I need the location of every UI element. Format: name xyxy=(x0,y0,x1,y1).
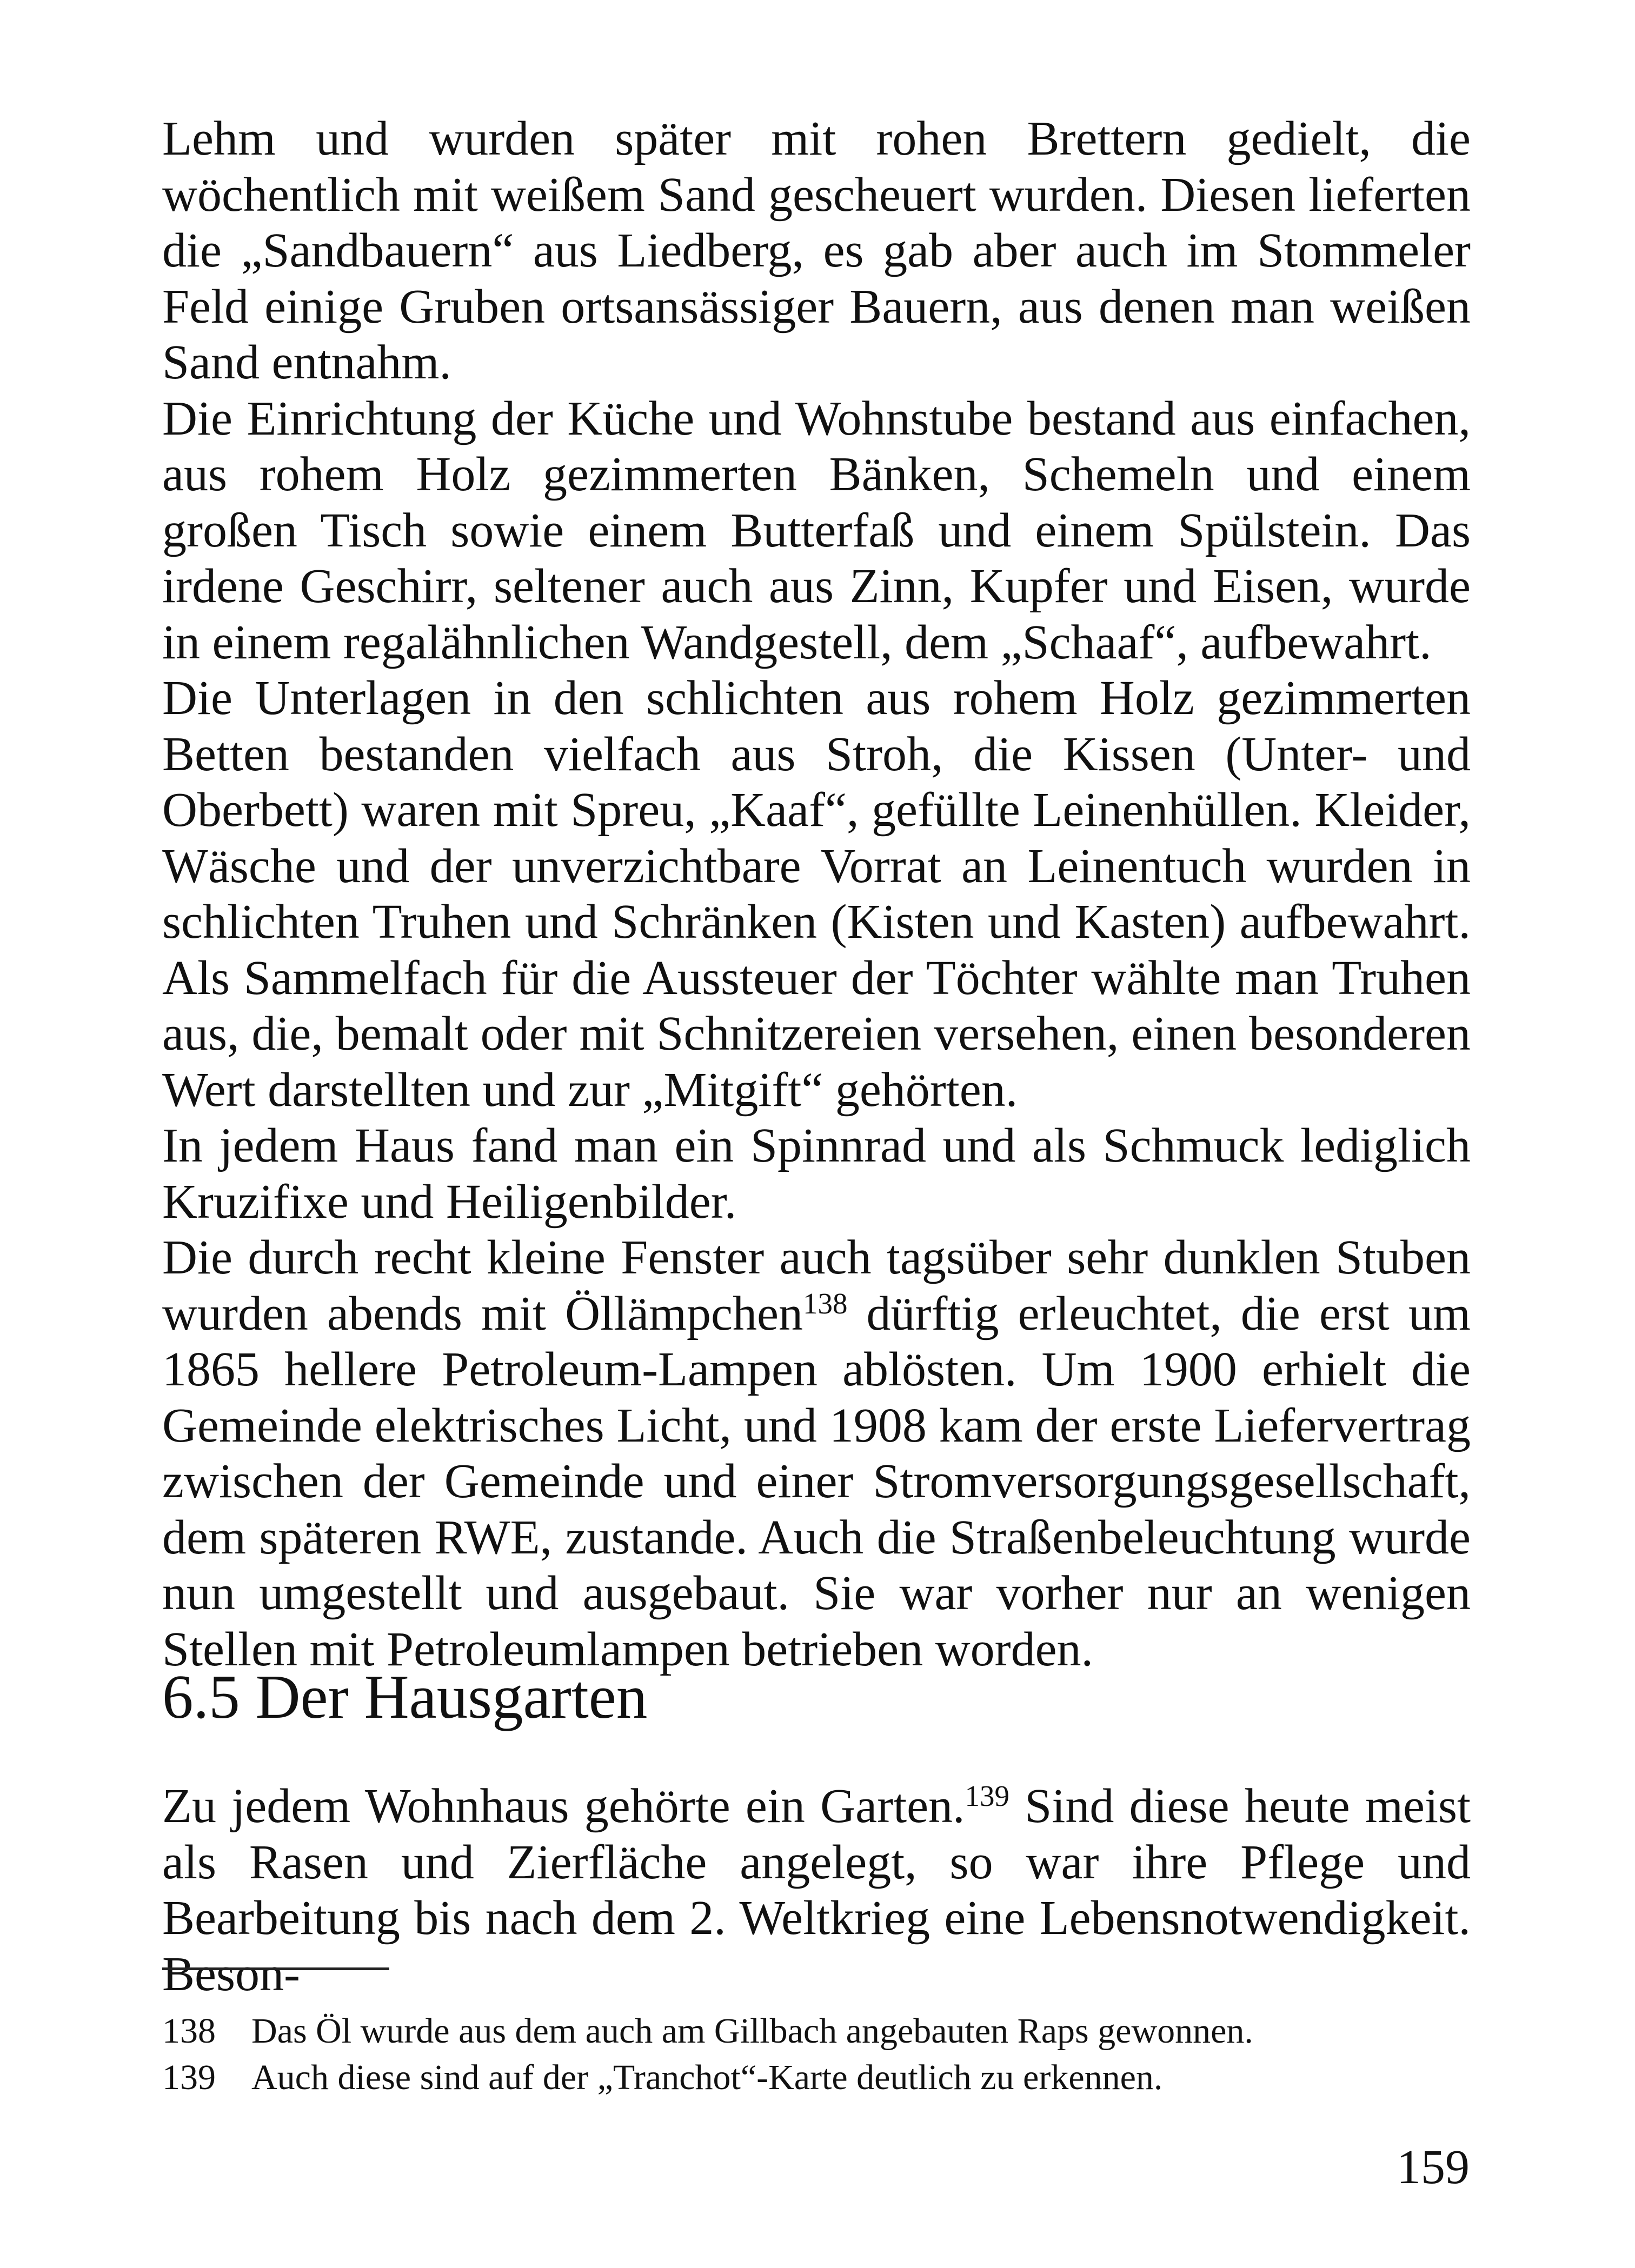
garden-text-end: Sind diese heute meist als Rasen und Zierfläche angelegt, so war ihre Pflege und Bearbeitung bis nach dem 2. Weltkrieg eine Lebensnotwendigkeit. Beson- xyxy=(162,1779,1471,2001)
footnote-divider xyxy=(162,1967,389,1970)
lighting-text-end: dürftig erleuchtet, die erst um 1865 hellere Petroleum-Lampen ablösten. Um 1900 erhielt die Gemeinde elektrisches Licht, und 1908 kam der erste Liefervertrag zwischen der Gemeinde und einer Stromversorgungsgesellschaft, dem späteren RWE, zustande. Auch die Straßenbeleuchtung wurde nun umgestellt und ausgebaut. Sie war vorher nur an wenigen Stellen mit Petroleumlampen betrieben worden. xyxy=(162,1286,1471,1676)
paragraph-beds: Die Unterlagen in den schlichten aus rohem Holz gezimmerten Betten bestanden vielfach aus Stroh, die Kissen (Unter- und Oberbett) waren mit Spreu, „Kaaf“, gefüllte Leinenhüllen. Kleider, Wäsche und der unverzichtbare Vorrat an Leinentuch wurden in schlichten Truhen und Schränken (Kisten und Kasten) aufbewahrt. Als Sammelfach für die Aussteuer der Töchter wählte man Truhen aus, die, bemalt oder mit Schnitzereien versehen, einen besonderen Wert darstellten und zur „Mitgift“ gehörten. xyxy=(162,671,1471,1117)
paragraph-lighting xyxy=(162,1230,1471,1677)
footnote-text: Auch diese sind auf der „Tranchot“-Karte deutlich zu erkennen. xyxy=(251,2058,1163,2097)
footnote-number: 139 xyxy=(162,2058,216,2097)
lighting-text-start: Die durch recht kleine Fenster auch tagsüber sehr dunklen Stuben wurden abends mit Öllämpchen xyxy=(162,1231,1471,1340)
footnote-number: 138 xyxy=(162,2011,216,2051)
footnote-text: Das Öl wurde aus dem auch am Gillbach angebauten Raps gewonnen. xyxy=(251,2011,1253,2051)
footnote-138 xyxy=(162,2008,1471,2054)
page-number: 159 xyxy=(1397,2140,1470,2194)
main-text-block xyxy=(162,111,1471,1677)
garden-text-start: Zu jedem Wohnhaus gehörte ein Garten. xyxy=(162,1779,965,1833)
footnote-reference-138: 138 xyxy=(802,1286,848,1320)
paragraph-kitchen-furniture: Die Einrichtung der Küche und Wohnstube bestand aus einfachen, aus rohem Holz gezimmerten Bänken, Schemeln und einem großen Tisch sowie einem Butterfaß und einem Spülstein. Das irdene Geschirr, seltener auch aus Zinn, Kupfer und Eisen, wurde in einem regalähnlichen Wandgestell, dem „Schaaf“, aufbewahrt. xyxy=(162,391,1471,669)
footnote-reference-139: 139 xyxy=(965,1779,1010,1812)
paragraph-floors: Lehm und wurden später mit rohen Brettern gedielt, die wöchentlich mit weißem Sand gescheuert wurden. Diesen lieferten die „Sandbauern“ aus Liedberg, es gab aber auch im Stommeler Feld einige Gruben ortsansässiger Bauern, aus denen man weißen Sand entnahm. xyxy=(162,112,1471,389)
footnote-139 xyxy=(162,2054,1471,2101)
section-heading: 6.5 Der Hausgarten xyxy=(162,1663,648,1731)
footnotes xyxy=(162,2008,1471,2101)
paragraph-decoration: In jedem Haus fand man ein Spinnrad und als Schmuck lediglich Kruzifixe und Heiligenbilder. xyxy=(162,1119,1471,1229)
